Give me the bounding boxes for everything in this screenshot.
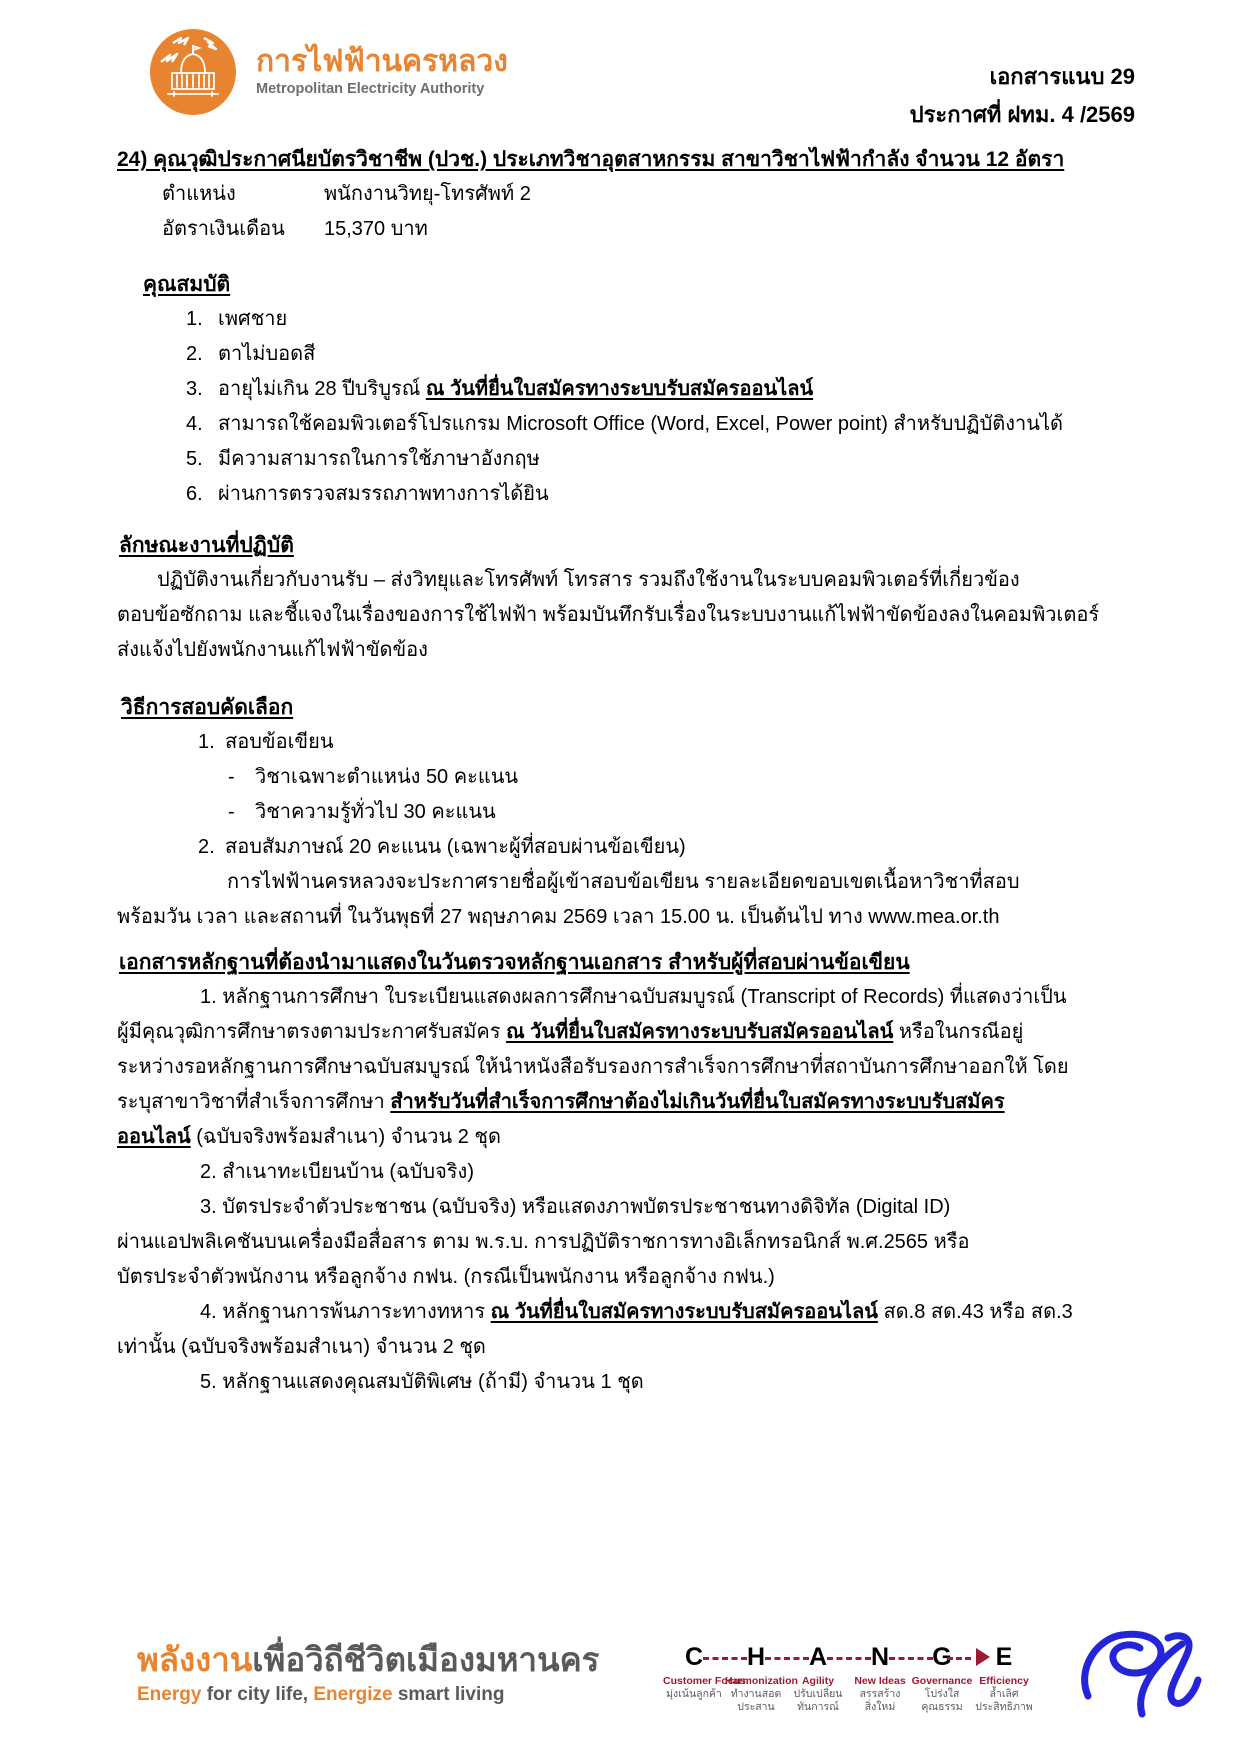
slogan-thai-rest: เพื่อวิถีชีวิตเมืองมหานคร [252,1641,600,1678]
qualification-item [186,407,1176,442]
dash-bullet: - [228,801,235,823]
slogan-thai-accent: พลังงาน [137,1641,253,1678]
change-values-graphic [663,1642,1035,1714]
qualification-item [186,302,1176,337]
text-line [117,1120,1176,1155]
change-label-en: Governance [911,1675,973,1687]
selection-method-heading: วิธีการสอบคัดเลือก [121,696,294,719]
job-description-heading: ลักษณะงานที่ปฏิบัติ [119,534,294,557]
job-description-paragraph [117,563,1176,668]
logo-text [256,45,508,99]
text-normal: 4. หลักฐานการพ้นภาระทางทหาร [200,1301,491,1323]
required-documents-list [117,980,1176,1400]
text-line [117,1085,1176,1120]
dash-bullet: - [228,766,235,788]
change-letter-c: C [684,1643,704,1671]
text-emphasis: ออนไลน์ [117,1126,191,1148]
item-text-emphasis: ณ วันที่ยื่นใบสมัครทางระบบรับสมัครออนไลน์ [425,378,814,400]
selection-sub-item [228,760,1176,795]
text-line: บัตรประจำตัวพนักงาน หรือลูกจ้าง กฟน. (กรณีเป็นพนักงาน หรือลูกจ้าง กฟน.) [117,1266,775,1288]
mea-logo [148,26,508,118]
change-label-th: ทำงานสอดประสาน [730,1688,782,1713]
slogan-en-seg: smart living [397,1684,505,1705]
slogan-en-seg: Energize [313,1684,398,1705]
text-emphasis: ณ วันที่ยื่นใบสมัครทางระบบรับสมัครออนไลน์ [490,1301,878,1323]
text-line: เท่านั้น (ฉบับจริงพร้อมสำเนา) จำนวน 2 ชุด [117,1336,486,1358]
selection-method-list [117,725,1176,865]
item-text: ผ่านการตรวจสมรรถภาพทางการได้ยิน [218,483,549,505]
change-col-governance [911,1642,973,1714]
qualification-item [186,337,1176,372]
item-number: 2. [198,836,215,858]
text-line: ปฏิบัติงานเกี่ยวกับงานรับ – ส่งวิทยุและโทรศัพท์ โทรสาร รวมถึงใช้งานในระบบคอมพิวเตอร์ที่เกี่ยวข้อง [157,569,1020,591]
slogan-en-seg: Energy [137,1684,207,1705]
item-number: 5. [186,448,203,470]
change-col-new-ideas [849,1642,911,1714]
change-col-efficiency [973,1642,1035,1714]
change-label-th: สรรสร้าง [859,1688,901,1700]
change-label-th: ทันการณ์ [797,1701,839,1713]
item-number: 1. [198,731,215,753]
qualifications-heading: คุณสมบัติ [143,273,231,296]
document-item-5 [117,1365,1176,1400]
change-col-agility [787,1642,849,1714]
salary-row [162,212,1176,247]
change-letter-a: A [808,1643,828,1671]
item-text: วิชาความรู้ทั่วไป 30 คะแนน [255,801,496,823]
mea-emblem-icon [148,26,238,118]
change-label-en: New Ideas [854,1675,906,1687]
change-label-th: สิ่งใหม่ [864,1701,896,1713]
item-text-normal: อายุไม่เกิน 28 ปีบริบูรณ์ [218,378,426,400]
slogan-english [137,1682,599,1708]
item-text: ตาไม่บอดสี [218,343,316,365]
text-line: 1. หลักฐานการศึกษา ใบระเบียนแสดงผลการศึกษาฉบับสมบูรณ์ (Transcript of Records) ที่แสดงว่าเป็น [200,986,1067,1008]
logo-english-name: Metropolitan Electricity Authority [256,81,485,97]
item-text: เพศชาย [218,308,288,330]
position-label: ตำแหน่ง [162,183,236,205]
text-line: ระหว่างรอหลักฐานการศึกษาฉบับสมบูรณ์ ให้นำหนังสือรับรองการสำเร็จการศึกษาที่สถาบันการศึกษาออกให้ โดย [117,1056,1069,1078]
item-number: 6. [186,483,203,505]
document-item-4 [117,1295,1176,1365]
change-letter-n: N [870,1643,890,1671]
text-line: 3. บัตรประจำตัวประชาชน (ฉบับจริง) หรือแสดงภาพบัตรประชาชนทางดิจิทัล (Digital ID) [200,1196,951,1218]
change-letter-e: E [995,1643,1013,1671]
text-normal: สด.8 สด.43 หรือ สด.3 [877,1301,1073,1323]
salary-value: 15,370 บาท [324,218,428,240]
slogan-en-seg: for city life, [206,1684,314,1705]
text-line [117,1295,1176,1330]
required-documents-heading: เอกสารหลักฐานที่ต้องนำมาแสดงในวันตรวจหลักฐานเอกสาร สำหรับผู้ที่สอบผ่านข้อเขียน [119,951,910,974]
document-item-2 [117,1155,1176,1190]
change-label-th: ล้ำเลิศ [989,1688,1019,1700]
text-line: การไฟฟ้านครหลวงจะประกาศรายชื่อผู้เข้าสอบข้อเขียน รายละเอียดขอบเขตเนื้อหาวิชาที่สอบ [227,871,1020,893]
logo-thai-name: การไฟฟ้านครหลวง [256,45,508,78]
change-col-harmonization [725,1642,798,1714]
qualification-item [186,442,1176,477]
text-normal: หรือในกรณีอยู่ [893,1021,1024,1043]
text-normal: (ฉบับจริงพร้อมสำเนา) จำนวน 2 ชุด [190,1126,501,1148]
item-text: วิชาเฉพาะตำแหน่ง 50 คะแนน [255,766,519,788]
text-line: 5. หลักฐานแสดงคุณสมบัติพิเศษ (ถ้ามี) จำนวน 1 ชุด [200,1371,644,1393]
item-text: สอบสัมภาษณ์ 20 คะแนน (เฉพาะผู้ที่สอบผ่านข้อเขียน) [225,836,686,858]
text-line: ตอบข้อซักถาม และชี้แจงในเรื่องของการใช้ไฟฟ้า พร้อมบันทึกรับเรื่องในระบบงานแก้ไฟฟ้าขัดข้องลงในคอมพิวเตอร์ [117,604,1100,626]
text-emphasis: สำหรับวันที่สำเร็จการศึกษาต้องไม่เกินวันที่ยื่นใบสมัครทางระบบรับสมัคร [390,1091,1005,1113]
job-posting-title: 24) คุณวุฒิประกาศนียบัตรวิชาชีพ (ปวช.) ประเภทวิชาอุตสาหกรรม สาขาวิชาไฟฟ้ากำลัง จำนวน 12 อัตรา [117,148,1065,171]
footer-slogan [137,1640,599,1708]
change-label-th: มุ่งเน้นลูกค้า [666,1688,722,1700]
document-reference [910,58,1135,134]
item-number: 3. [186,378,203,400]
change-letter-g: G [932,1643,952,1671]
text-normal: ผู้มีคุณวุฒิการศึกษาตรงตามประกาศรับสมัคร [117,1021,507,1043]
item-text: สอบข้อเขียน [225,731,334,753]
position-row [162,177,1176,212]
text-line: ผ่านแอปพลิเคชันบนเครื่องมือสื่อสาร ตาม พ.ร.บ. การปฏิบัติราชการทางอิเล็กทรอนิกส์ พ.ศ.2565 หรือ [117,1231,970,1253]
change-label-en: Customer Focus [663,1675,746,1687]
selection-sub-item [228,795,1176,830]
change-label-en: Efficiency [979,1675,1029,1687]
signature-icon [1072,1622,1207,1727]
text-line: พร้อมวัน เวลา และสถานที่ ในวันพุธที่ 27 พฤษภาคม 2569 เวลา 15.00 น. เป็นต้นไป ทาง www.mea.or.th [117,906,1000,928]
selection-item [198,725,1176,760]
item-number: 2. [186,343,203,365]
position-value: พนักงานวิทยุ-โทรศัพท์ 2 [324,183,531,205]
item-text: มีความสามารถในการใช้ภาษาอังกฤษ [218,448,540,470]
text-line: ส่งแจ้งไปยังพนักงานแก้ไฟฟ้าขัดข้อง [117,639,428,661]
item-text: สามารถใช้คอมพิวเตอร์โปรแกรม Microsoft Office (Word, Excel, Power point) สำหรับปฏิบัติงานได้ [218,413,1064,435]
document-item-1 [117,980,1176,1155]
change-label-th: ปรับเปลี่ยน [793,1688,843,1700]
qualification-item [186,372,1176,407]
announcement-paragraph [117,865,1176,935]
selection-item [198,830,1176,865]
change-label-th: ประสิทธิภาพ [975,1701,1033,1713]
text-emphasis: ณ วันที่ยื่นใบสมัครทางระบบรับสมัครออนไลน์ [506,1021,894,1043]
text-normal: ระบุสาขาวิชาที่สำเร็จการศึกษา [117,1091,391,1113]
change-label-en: Agility [801,1675,835,1687]
change-col-customer-focus [663,1642,746,1714]
announcement-number: ประกาศที่ ฝทม. 4 /2569 [909,102,1135,127]
change-letter-h: H [746,1643,766,1671]
attachment-number: เอกสารแนบ 29 [989,64,1135,89]
item-text [218,372,813,407]
text-line: 2. สำเนาทะเบียนบ้าน (ฉบับจริง) [200,1161,474,1183]
change-label-th: โปร่งใสคุณธรรม [921,1688,963,1713]
slogan-thai [137,1640,599,1680]
item-number: 4. [186,413,203,435]
salary-label: อัตราเงินเดือน [162,218,285,240]
change-label-en: Harmonization [725,1675,798,1687]
text-line [117,1015,1176,1050]
item-number: 1. [186,308,203,330]
qualifications-list [117,302,1176,512]
qualification-item [186,477,1176,512]
document-item-3 [117,1190,1176,1295]
signature-scribble [1072,1622,1207,1732]
